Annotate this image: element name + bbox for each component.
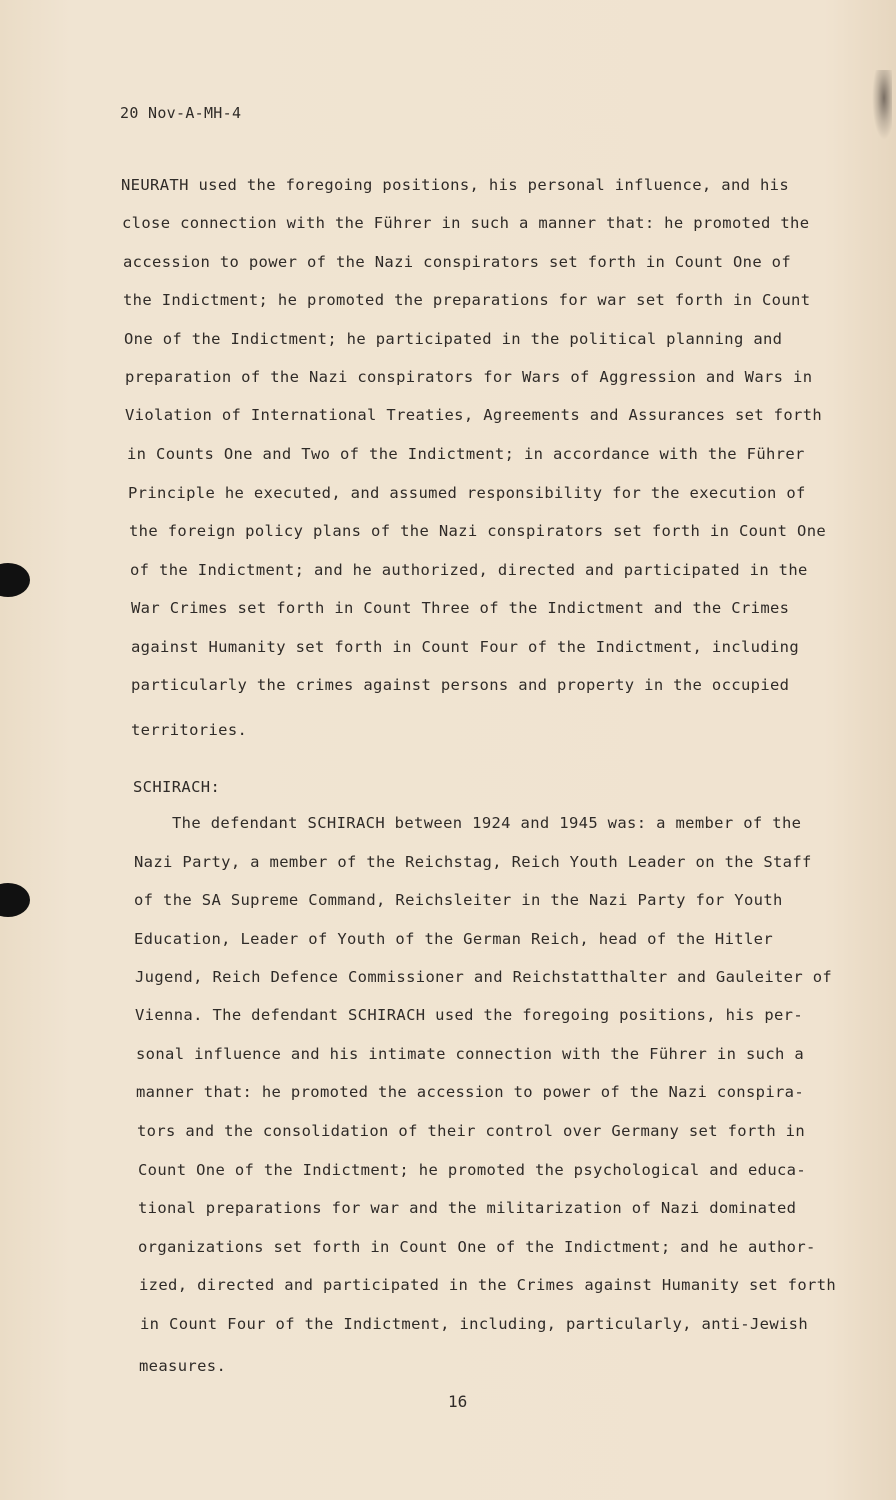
text-line: in Counts One and Two of the Indictment; in accordance with the Führer bbox=[127, 445, 805, 463]
text-line: in Count Four of the Indictment, including, particularly, anti-Jewish bbox=[140, 1315, 809, 1333]
punch-hole-lower bbox=[0, 883, 30, 917]
text-line: tors and the consolidation of their control over Germany set forth in bbox=[137, 1122, 806, 1140]
punch-hole-upper bbox=[0, 563, 30, 597]
text-line: War Crimes set forth in Count Three of the Indictment and the Crimes bbox=[131, 599, 790, 617]
text-line: ized, directed and participated in the Crimes against Humanity set forth bbox=[139, 1276, 837, 1294]
section-heading-schirach: SCHIRACH: bbox=[133, 778, 221, 796]
text-line: preparation of the Nazi conspirators for Wars of Aggression and Wars in bbox=[125, 368, 813, 386]
torn-edge-mark bbox=[872, 70, 892, 140]
text-line: the foreign policy plans of the Nazi conspirators set forth in Count One bbox=[129, 522, 827, 540]
text-line: The defendant SCHIRACH between 1924 and 1945 was: a member of the bbox=[172, 814, 802, 832]
text-line: the Indictment; he promoted the preparations for war set forth in Count bbox=[123, 291, 811, 309]
text-line: Vienna. The defendant SCHIRACH used the foregoing positions, his per- bbox=[135, 1006, 804, 1024]
text-line: of the Indictment; and he authorized, directed and participated in the bbox=[130, 561, 808, 579]
text-line: Violation of International Treaties, Agreements and Assurances set forth bbox=[125, 406, 823, 424]
text-line: Education, Leader of Youth of the German Reich, head of the Hitler bbox=[134, 930, 773, 948]
text-line: of the SA Supreme Command, Reichsleiter in the Nazi Party for Youth bbox=[134, 891, 783, 909]
text-line: tional preparations for war and the militarization of Nazi dominated bbox=[138, 1199, 797, 1217]
text-line: against Humanity set forth in Count Four of the Indictment, including bbox=[131, 638, 800, 656]
text-line: measures. bbox=[139, 1357, 227, 1375]
page-number: 16 bbox=[448, 1392, 468, 1411]
text-line: Count One of the Indictment; he promoted the psychological and educa- bbox=[138, 1161, 807, 1179]
document-code: 20 Nov-A-MH-4 bbox=[120, 104, 242, 122]
text-line: sonal influence and his intimate connection with the Führer in such a bbox=[136, 1045, 805, 1063]
text-line: accession to power of the Nazi conspirators set forth in Count One of bbox=[123, 253, 792, 271]
text-line: close connection with the Führer in such a manner that: he promoted the bbox=[122, 214, 810, 232]
text-line: Nazi Party, a member of the Reichstag, Reich Youth Leader on the Staff bbox=[134, 853, 812, 871]
text-line: territories. bbox=[131, 721, 248, 739]
text-line: One of the Indictment; he participated in the political planning and bbox=[124, 330, 783, 348]
text-line: particularly the crimes against persons and property in the occupied bbox=[131, 676, 790, 694]
text-line: organizations set forth in Count One of the Indictment; and he author- bbox=[138, 1238, 816, 1256]
text-line: Jugend, Reich Defence Commissioner and Reichstatthalter and Gauleiter of bbox=[135, 968, 833, 986]
text-line: Principle he executed, and assumed responsibility for the execution of bbox=[128, 484, 806, 502]
text-line: manner that: he promoted the accession to power of the Nazi conspira- bbox=[136, 1083, 805, 1101]
text-line: NEURATH used the foregoing positions, his personal influence, and his bbox=[121, 176, 790, 194]
